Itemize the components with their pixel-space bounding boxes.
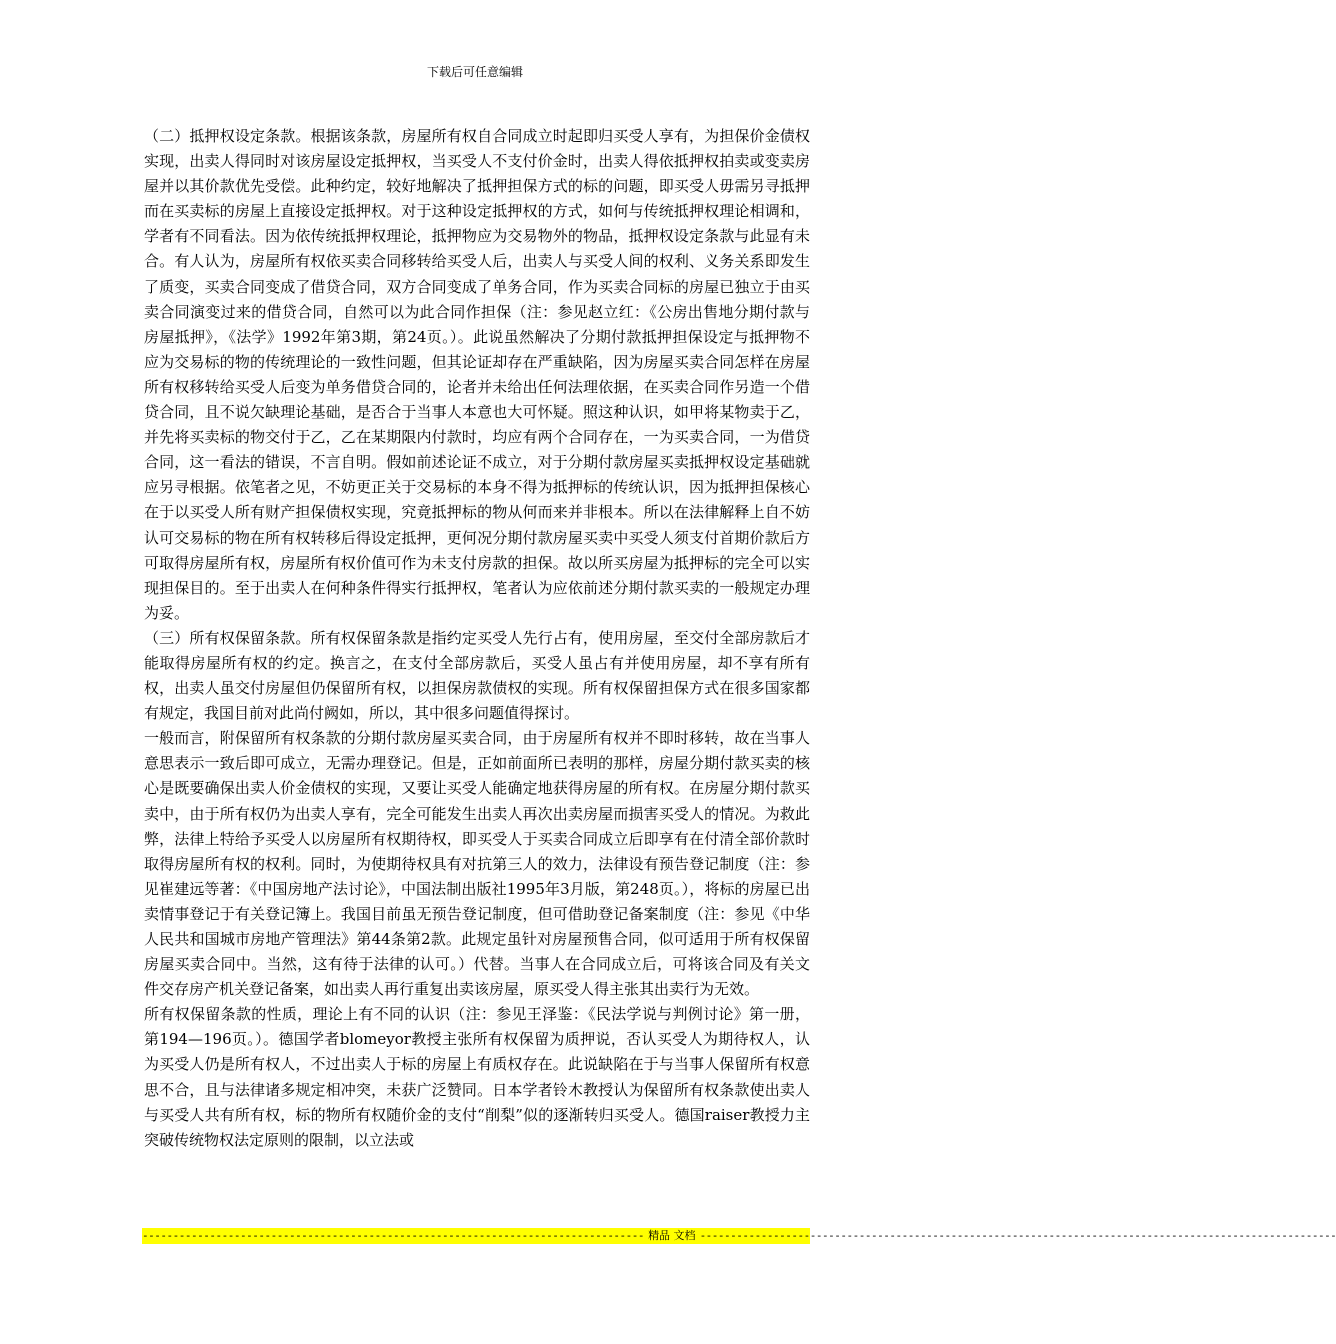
paragraph-nature-of-retention: 所有权保留条款的性质，理论上有不同的认识（注：参见王泽鉴：《民法学说与判例讨论》第一册，第194—196页。）。德国学者blomeyor教授主张所有权保留为质押说，否认买受人为期待权人，认为买受人仍是所有权人，不过出卖人于标的房屋上有质权存在。此说缺陷在于与当事人保留所有权意思不合，且与法律诸多规定相冲突，未获广泛赞同。日本学者铃木教授认为保留所有权条款使出卖人与买受人共有所有权，标的物所有权随价金的支付“削梨”似的逐渐转归买受人。德国raiser教授力主突破传统物权法定原则的限制，以立法或 [144, 1005, 810, 1149]
footer-label: 精品 文档 [648, 1229, 696, 1242]
page-footer [142, 1228, 1336, 1244]
footer-right-dashes: -------------------------------------------------------------------------------------------------------- [699, 1229, 1336, 1242]
paragraph-mortgage-clause: （二）抵押权设定条款。根据该条款，房屋所有权自合同成立时起即归买受人享有，为担保价金债权实现，出卖人得同时对该房屋设定抵押权，当买受人不支付价金时，出卖人得依抵押权拍卖或变卖房屋并以其价款优先受偿。此种约定，较好地解决了抵押担保方式的标的问题，即买受人毋需另寻抵押而在买卖标的房屋上直接设定抵押权。对于这种设定抵押权的方式，如何与传统抵押权理论相调和，学者有不同看法。因为依传统抵押权理论，抵押物应为交易物外的物品，抵押权设定条款与此显有未合。有人认为，房屋所有权依买卖合同移转给买受人后，出卖人与买受人间的权利、义务关系即发生了质变，买卖合同变成了借贷合同，双方合同变成了单务合同，作为买卖合同标的房屋已独立于由买卖合同演变过来的借贷合同，自然可以为此合同作担保（注：参见赵立红：《公房出售地分期付款与房屋抵押》，《法学》1992年第3期，第24页。）。此说虽然解决了分期付款抵押担保设定与抵押物不应为交易标的物的传统理论的一致性问题，但其论证却存在严重缺陷，因为房屋买卖合同怎样在房屋所有权移转给买受人后变为单务借贷合同的，论者并未给出任何法理依据，在买卖合同作另造一个借贷合同，且不说欠缺理论基础，是否合于当事人本意也大可怀疑。照这种认识，如甲将某物卖于乙，并先将买卖标的物交付于乙，乙在某期限内付款时，均应有两个合同存在，一为买卖合同，一为借贷合同，这一看法的错误，不言自明。假如前述论证不成立，对于分期付款房屋买卖抵押权设定基础就应另寻根据。依笔者之见，不妨更正关于交易标的本身不得为抵押标的传统认识，因为抵押担保核心在于以买受人所有财产担保债权实现，究竟抵押标的物从何而来并非根本。所以在法律解释上自不妨认可交易标的物在所有权转移后得设定抵押，更何况分期付款房屋买卖中买受人须支付首期价款后方可取得房屋所有权，房屋所有权价值可作为未支付房款的担保。故以所买房屋为抵押标的完全可以实现担保目的。至于出卖人在何种条件得实行抵押权，笔者认为应依前述分期付款买卖的一般规定办理为妥。 [144, 127, 810, 622]
document-body [144, 124, 810, 1153]
paragraph-retention-clause: （三）所有权保留条款。所有权保留条款是指约定买受人先行占有，使用房屋，至交付全部房款后才能取得房屋所有权的约定。换言之，在支付全部房款后，买受人虽占有并使用房屋，却不享有所有权，出卖人虽交付房屋但仍保留所有权，以担保房款债权的实现。所有权保留担保方式在很多国家都有规定，我国目前对此尚付阙如，所以，其中很多问题值得探讨。 [144, 628, 810, 723]
paragraph-general-rule: 一般而言，附保留所有权条款的分期付款房屋买卖合同，由于房屋所有权并不即时移转，故在当事人意思表示一致后即可成立，无需办理登记。但是，正如前面所已表明的那样，房屋分期付款买卖的核心是既要确保出卖人价金债权的实现，又要让买受人能确定地获得房屋的所有权。在房屋分期付款买卖中，由于所有权仍为出卖人享有，完全可能发生出卖人再次出卖房屋而损害买受人的情况。为救此弊，法律上特给予买受人以房屋所有权期待权，即买受人于买卖合同成立后即享有在付清全部价款时取得房屋所有权的权利。同时，为使期待权具有对抗第三人的效力，法律设有预告登记制度（注：参见崔建远等著：《中国房地产法讨论》，中国法制出版社1995年3月版，第248页。），将标的房屋已出卖情事登记于有关登记簿上。我国目前虽无预告登记制度，但可借助登记备案制度（注：参见《中华人民共和国城市房地产管理法》第44条第2款。此规定虽针对房屋预售合同，似可适用于所有权保留房屋买卖合同中。当然，这有待于法律的认可。）代替。当事人在合同成立后，可将该合同及有关文件交存房产机关登记备案，如出卖人再行重复出卖该房屋，原买受人得主张其出卖行为无效。 [144, 729, 810, 999]
page-header: 下载后可任意编辑 [426, 65, 523, 79]
footer-left-dashes: ---------------------------------------------------------------------------------- [142, 1229, 645, 1242]
